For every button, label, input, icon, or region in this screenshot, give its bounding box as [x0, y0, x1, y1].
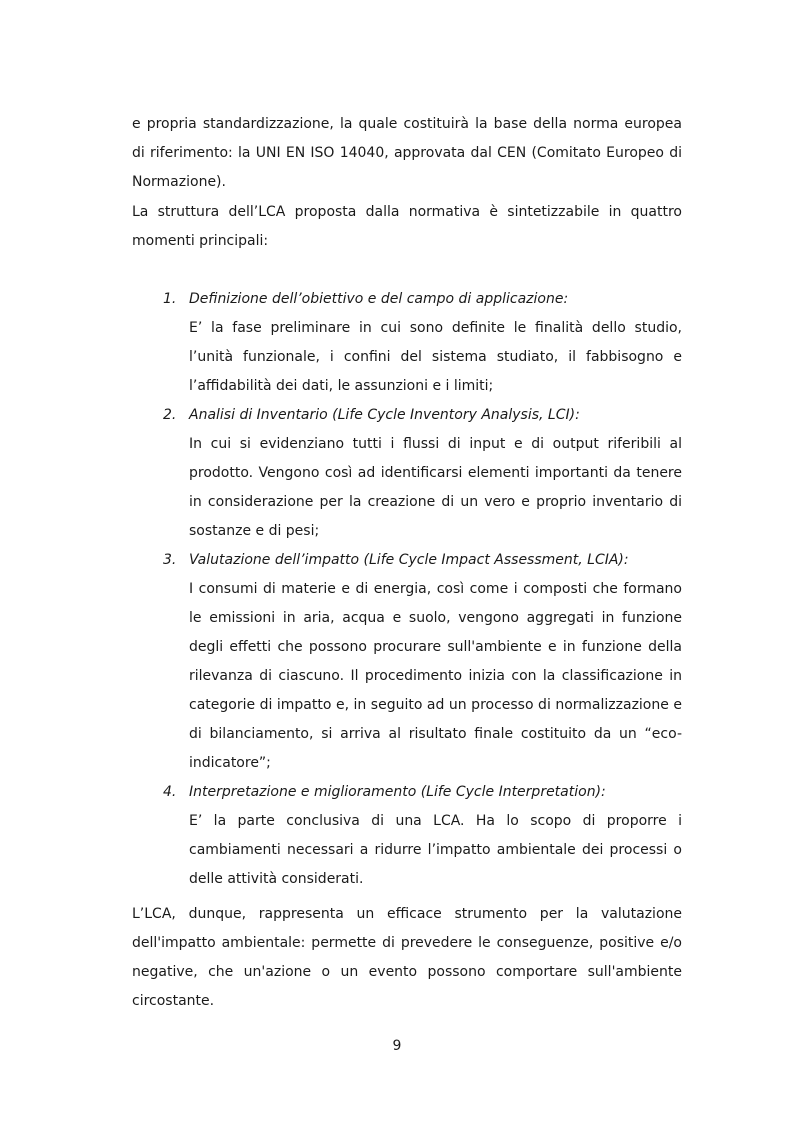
list-item-title: Definizione dell’obiettivo e del campo di applicazione:: [189, 291, 569, 307]
closing-paragraph: L’LCA, dunque, rappresenta un efficace strumento per la valutazione dell'impatto ambientale: permette di prevedere le conseguenze, positive e/o negative, che un'azione o un evento possono comportare sull'ambiente circostante.: [132, 906, 682, 1009]
lca-phases-list: [132, 285, 682, 894]
list-item-number: 4.: [163, 784, 177, 800]
list-item-number: 2.: [163, 407, 177, 423]
list-item-title: Analisi di Inventario (Life Cycle Inventory Analysis, LCI):: [189, 407, 580, 423]
list-item-description: E’ la parte conclusiva di una LCA. Ha lo scopo di proporre i cambiamenti necessari a ridurre l’impatto ambientale dei processi o delle attività considerati.: [189, 813, 682, 887]
list-item-description: In cui si evidenziano tutti i flussi di input e di output riferibili al prodotto. Vengono così ad identificarsi elementi importanti da tenere in considerazione per la creazione di un vero e proprio inventario di sostanze e di pesi;: [189, 436, 682, 539]
list-item: [132, 546, 682, 778]
page-number: 9: [392, 1038, 402, 1054]
list-item-title: Valutazione dell’impatto (Life Cycle Impact Assessment, LCIA):: [189, 552, 629, 568]
list-item-title: Interpretazione e miglioramento (Life Cycle Interpretation):: [189, 784, 606, 800]
list-item: [132, 285, 682, 401]
list-item: [132, 401, 682, 546]
list-item-description: E’ la fase preliminare in cui sono definite le finalità dello studio, l’unità funzionale, i confini del sistema studiato, il fabbisogno e l’affidabilità dei dati, le assunzioni e i limiti;: [189, 320, 682, 394]
intro-paragraph: e propria standardizzazione, la quale costituirà la base della norma europea di riferimento: la UNI EN ISO 14040, approvata dal CEN (Comitato Europeo di Normazione).: [132, 116, 682, 190]
list-item: [132, 778, 682, 894]
structure-paragraph: La struttura dell’LCA proposta dalla normativa è sintetizzabile in quattro momenti principali:: [132, 204, 682, 249]
list-item-number: 1.: [163, 291, 177, 307]
list-item-number: 3.: [163, 552, 177, 568]
list-item-description: I consumi di materie e di energia, così come i composti che formano le emissioni in aria, acqua e suolo, vengono aggregati in funzione degli effetti che possono procurare sull'ambiente e in funzione della rilevanza di ciascuno. Il procedimento inizia con la classificazione in categorie di impatto e, in seguito ad un processo di normalizzazione e di bilanciamento, si arriva al risultato finale costituito da un “eco-indicatore”;: [189, 581, 682, 771]
